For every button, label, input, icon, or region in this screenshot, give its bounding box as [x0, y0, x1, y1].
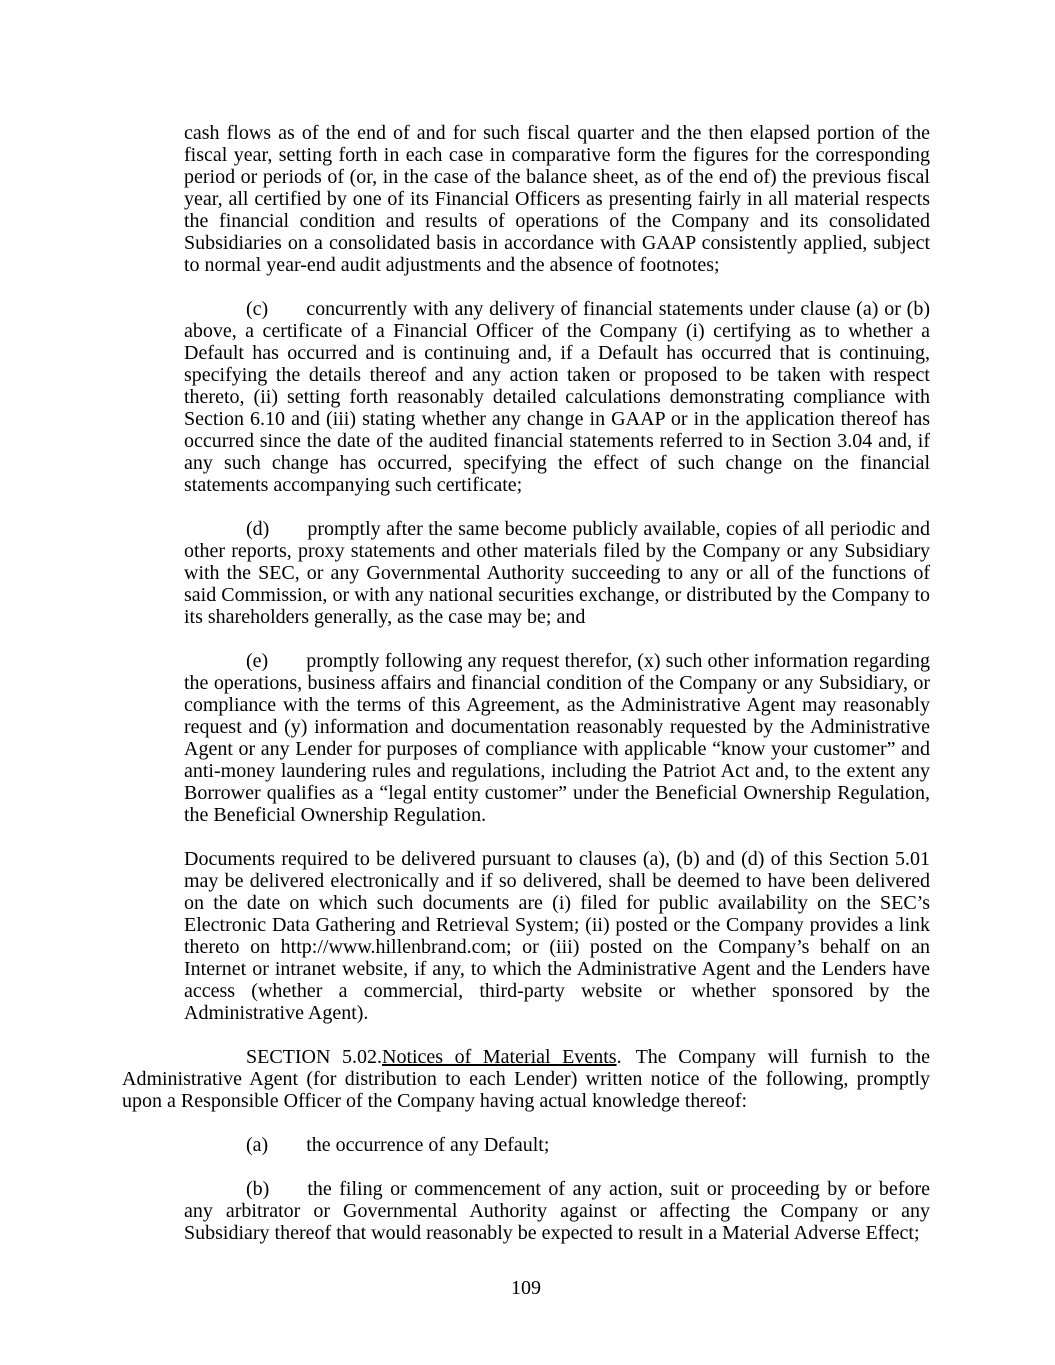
clause-e-text: promptly following any request therefor, (x) such other information regarding the operations, business affairs and financial condition of the Company or any Subsidiary, or compliance with the terms of this Agreement, as the Administrative Agent may reasonably request and (y) information and documentation reasonably requested by the Administrative Agent or any Lender for purposes of compliance with applicable “know your customer” and anti-money laundering rules and regulations, including the Patriot Act and, to the extent any Borrower qualifies as a “legal entity customer” under the Beneficial Ownership Regulation, the Beneficial Ownership Regulation.	[184, 650, 930, 826]
paragraph-section-5-02	[122, 1046, 930, 1112]
paragraph-item-a	[184, 1134, 930, 1156]
paragraph-clause-c	[184, 298, 930, 496]
page-number: 109	[511, 1277, 541, 1299]
paragraph-continuation-text: cash flows as of the end of and for such fiscal quarter and the then elapsed portion of the fiscal year, setting forth in each case in comparative form the figures for the corresponding period or periods of (or, in the case of the balance sheet, as of the end of) the previous fiscal year, all certified by one of its Financial Officers as presenting fairly in all material respects the financial condition and results of operations of the Company and its consolidated Subsidiaries on a consolidated basis in accordance with GAAP consistently applied, subject to normal year-end audit adjustments and the absence of footnotes;	[184, 122, 930, 276]
section-5-02-text: The Company will furnish to the Administrative Agent (for distribution to each Lender) written notice of the following, promptly upon a Responsible Officer of the Company having actual knowledge thereof:	[122, 1046, 930, 1112]
item-b-label: (b)	[246, 1178, 270, 1200]
clause-c-label: (c)	[246, 298, 269, 320]
paragraph-clause-d	[184, 518, 930, 628]
item-a-text: the occurrence of any Default;	[306, 1134, 550, 1156]
clause-c-text: concurrently with any delivery of financial statements under clause (a) or (b) above, a certificate of a Financial Officer of the Company (i) certifying as to whether a Default has occurred and is continuing and, if a Default has occurred that is continuing, specifying the details thereof and any action taken or proposed to be taken with respect thereto, (ii) setting forth reasonably detailed calculations demonstrating compliance with Section 6.10 and (iii) stating whether any change in GAAP or in the application thereof has occurred since the date of the audited financial statements referred to in Section 3.04 and, if any such change has occurred, specifying the effect of such change on the financial statements accompanying such certificate;	[184, 298, 930, 496]
section-5-02-title: Notices of Material Events	[382, 1046, 617, 1068]
item-b-text: the filing or commencement of any action, suit or proceeding by or before any arbitrator or Governmental Authority against or affecting the Company or any Subsidiary thereof that would reasonably be expected to result in a Material Adverse Effect;	[184, 1178, 930, 1244]
section-5-02-label: SECTION 5.02.	[246, 1046, 382, 1068]
clause-e-label: (e)	[246, 650, 269, 672]
clause-d-text: promptly after the same become publicly available, copies of all periodic and other reports, proxy statements and other materials filed by the Company or any Subsidiary with the SEC, or any Governmental Authority succeeding to any or all of the functions of said Commission, or with any national securities exchange, or distributed by the Company to its shareholders generally, as the case may be; and	[184, 518, 930, 628]
clause-d-label: (d)	[246, 518, 270, 540]
paragraph-clause-e	[184, 650, 930, 826]
paragraph-continuation	[184, 122, 930, 276]
paragraph-item-b	[184, 1178, 930, 1244]
item-a-label: (a)	[246, 1134, 269, 1156]
paragraph-documents-delivery	[184, 848, 930, 1024]
section-5-02-period: .	[616, 1046, 622, 1068]
paragraph-documents-delivery-text: Documents required to be delivered pursuant to clauses (a), (b) and (d) of this Section 5.01 may be delivered electronically and if so delivered, shall be deemed to have been delivered on the date on which such documents are (i) filed for public availability on the SEC’s Electronic Data Gathering and Retrieval System; (ii) posted or the Company provides a link thereto on http://www.hillenbrand.com; or (iii) posted on the Company’s behalf on an Internet or intranet website, if any, to which the Administrative Agent and the Lenders have access (whether a commercial, third-party website or whether sponsored by the Administrative Agent).	[184, 848, 930, 1024]
